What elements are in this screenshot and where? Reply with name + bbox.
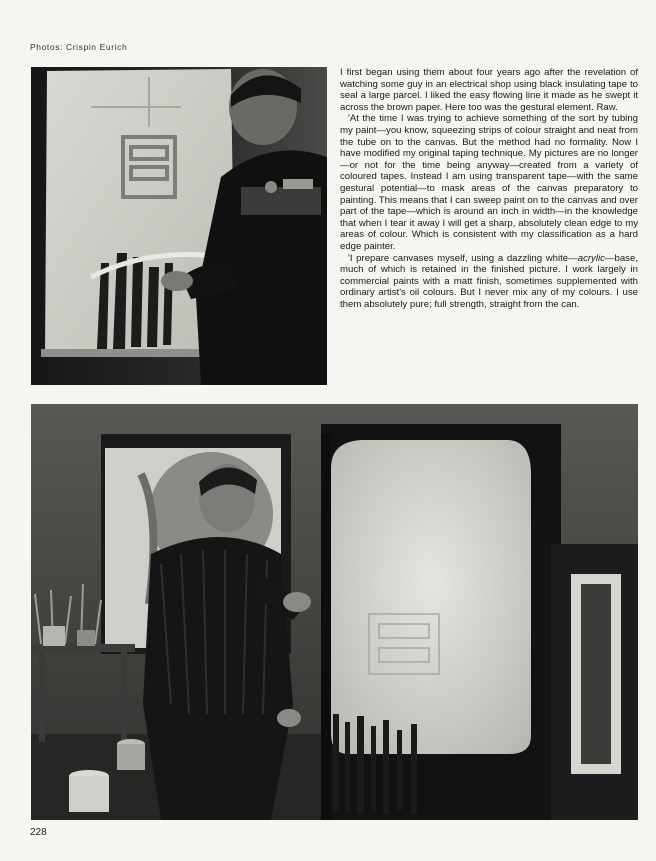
page-number: 228 [30, 827, 47, 838]
paragraph-2: 'At the time I was trying to achieve something of the sort by tubing my paint—you know, squeezing strips of colour straight and neat from the tube on to the canvas. But the method had no formality. Now I have modified my original taping technique. My pictures are no longer—or not for the time being anyway—created from a variety of coloured tapes. Instead I am using transparent tape—with the same gestural potential—to mask areas of the canvas preparatory to painting. This means that I can sweep paint on to the canvas and over part of the tape—which is around an inch in width—in the knowledge that when I tear it away I will get a sharp, absolutely clean edge to my areas of colour. Which is consistent with my classification as a hard edge painter. [340, 113, 638, 252]
article-body [340, 67, 638, 310]
photo-credit: Photos: Crispin Eurich [30, 42, 128, 52]
photo-artist-taping-canvas [31, 67, 327, 385]
paragraph-3-emphasis: acrylic [577, 252, 605, 264]
paragraph-3-start: 'I prepare canvases myself, using a dazzling white— [348, 252, 578, 264]
photo-artist-painting-canvas [31, 404, 638, 820]
photo-top-graphic [31, 67, 327, 385]
photo-bottom-graphic [31, 404, 638, 820]
paragraph-1: I first began using them about four years ago after the revelation of watching some guy in an electrical shop using black insulating tape to seal a large parcel. I liked the easy flowing line it made as he swept it across the brown paper. Here too was the gestural element. Raw. [340, 67, 638, 113]
paragraph-3-end: —base, much of which is retained in the finished picture. I work largely in commercial paints with a matt finish, sometimes supplemented with ordinary artist's oil colours. But I never mix any of my colours. I use them absolutely pure; full strength, straight from the can. [340, 252, 638, 310]
paragraph-3 [340, 253, 638, 311]
